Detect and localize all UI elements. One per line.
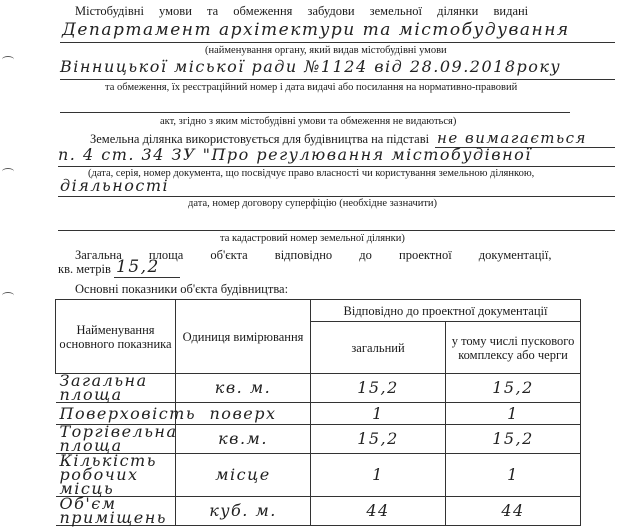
normative-act-caption: акт, згідно з яким містобудівні умови та обмеження не видаються) [160,116,457,127]
punch-hole-mark [2,168,14,175]
ownership-caption: (дата, серія, номер документа, що посвідчує право власності чи користування земельною ділянкою, [88,168,535,179]
total-area-label: Загальна площа об'єкта відповідно до проектної документації, [75,248,552,262]
underline [60,79,615,80]
handwritten-issuer-council: Вінницької міської ради №1124 від 28.09.2018року [60,57,562,76]
land-basis-label: Земельна ділянка використовується для будівництва на підставі [90,132,430,146]
row-start: 1 [446,454,581,497]
row-unit: поверх [176,403,311,425]
row-unit: місце [176,454,311,497]
registration-caption: та обмеження, їх реєстраційний номер і дата видачі або посилання на нормативно-правовий [105,82,518,93]
column-header-unit: Одиниця вимірювання [176,300,311,374]
row-name: Кількість робочих місць [56,454,176,497]
underline [58,166,615,167]
row-unit: куб. м. [176,497,311,526]
table-row [56,425,581,454]
table-row [56,454,581,497]
row-total: 1 [311,454,446,497]
indicators-table [55,299,581,526]
column-header-name: Найменування основного показника [56,300,176,374]
row-total: 15,2 [311,425,446,454]
table-row [56,374,581,403]
row-name: Поверховість [56,403,176,425]
conditions-issued-label: Містобудівні умови та обмеження забудови земельної ділянки видані [75,4,529,18]
table-title: Основні показники об'єкта будівництва: [75,282,289,296]
underline [60,42,615,43]
handwritten-basis-law: п. 4 ст. 34 ЗУ "Про регулювання містобудівної [58,145,532,164]
row-start: 44 [446,497,581,526]
row-total: 1 [311,403,446,425]
row-total: 44 [311,497,446,526]
cadastral-caption: та кадастровий номер земельної ділянки) [220,233,405,244]
row-start: 1 [446,403,581,425]
handwritten-basis: не вимагається [437,129,587,147]
column-header-total: загальний [311,322,446,374]
row-name: Торгівельна площа [56,425,176,454]
square-meters-label: кв. метрів [58,262,111,276]
handwritten-basis-activity: діяльності [60,176,170,195]
punch-hole-mark [2,292,14,299]
table-row [56,497,581,526]
superficies-caption: дата, номер договору суперфіцію (необхідне зазначити) [188,198,438,209]
underline [114,277,180,278]
handwritten-issuer: Департамент архітектури та містобудування [62,20,570,40]
row-name: Об'єм приміщень [56,497,176,526]
row-start: 15,2 [446,425,581,454]
underline [58,196,615,197]
underline [60,112,570,113]
underline [58,230,615,231]
handwritten-area-value: 15,2 [116,257,160,277]
issuer-caption: (найменування органу, який видав містобудівні умови [205,45,447,56]
column-header-project: Відповідно до проектної документації [311,300,581,322]
row-unit: кв. м. [176,374,311,403]
punch-hole-mark [2,56,14,63]
row-total: 15,2 [311,374,446,403]
row-start: 15,2 [446,374,581,403]
column-header-start-complex: у тому числі пускового комплексу або черги [446,322,581,374]
row-unit: кв.м. [176,425,311,454]
row-name: Загальна площа [56,374,176,403]
